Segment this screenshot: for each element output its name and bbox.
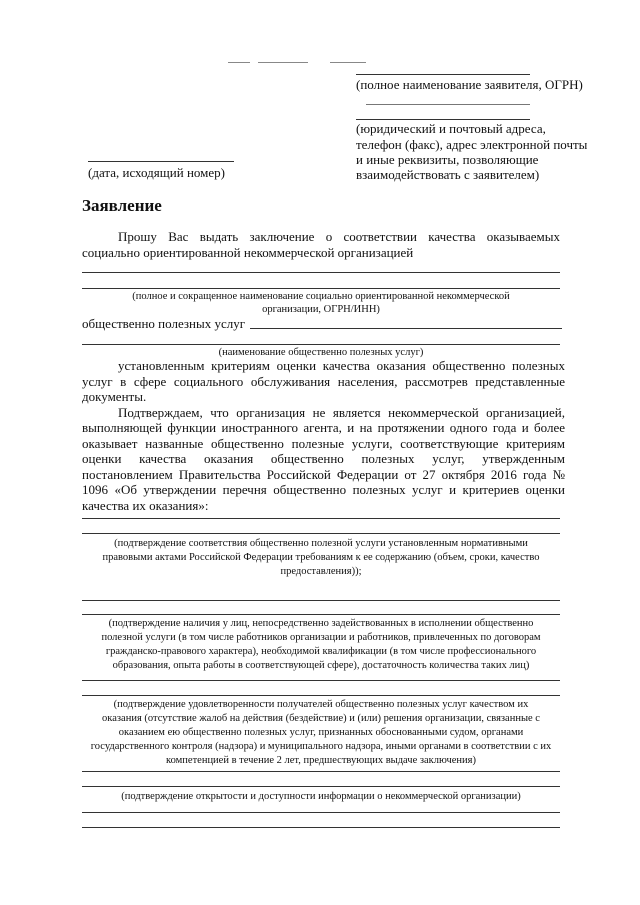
trailing-line-1 xyxy=(82,812,560,813)
scan-mark xyxy=(258,62,308,63)
block2-line-2 xyxy=(82,614,560,615)
caption1-line1: (подтверждение соответствия общественно полезной услуги установленным нормативными xyxy=(114,538,528,549)
caption3-line4: государственного контроля (надзора) и муниципального надзора, иными органами в соответствии с их xyxy=(90,741,552,752)
org-name-line-1 xyxy=(82,272,560,273)
date-caption: (дата, исходящий номер) xyxy=(88,165,225,180)
address-caption-1: (юридический и почтовый адреса, xyxy=(356,121,546,136)
services-label: общественно полезных услуг xyxy=(82,316,246,331)
org-name-line-2 xyxy=(82,288,560,289)
caption2-line3: гражданско-правового характера), необходимой квалификации (в том числе профессионального xyxy=(105,646,537,657)
block4-line-1 xyxy=(82,771,560,772)
scan-mark xyxy=(228,62,250,63)
caption1-line3: предоставления)); xyxy=(280,566,362,577)
services-line-2 xyxy=(82,344,560,345)
block4-line-2 xyxy=(82,786,560,787)
caption3-line1: (подтверждение удовлетворенности получателей общественно полезных услуг качеством их xyxy=(113,699,529,710)
address-caption-2: телефон (факс), адрес электронной почты xyxy=(356,137,588,152)
trailing-line-2 xyxy=(82,827,560,828)
applicant-name-line xyxy=(356,74,530,75)
paragraph-confirmation: Подтверждаем, что организация не является некоммерческой организацией, выполняющей функции иностранного агента, и на протяжении одного года и более оказывает названные общественно полезные услуги, соответствующие критериям оценки качества оказания общественно полезных услуг, утвержденным постановлением Правительства Российской Федерации от 27 октября 2016 года № 1096 «Об утверждении перечня общественно полезных услуг и критериев оценки качества их оказания»: xyxy=(82,404,565,513)
block1-line-1 xyxy=(82,518,560,519)
address-caption-4: взаимодействовать с заявителем) xyxy=(356,167,540,182)
services-caption: (наименование общественно полезных услуг) xyxy=(218,347,424,358)
document-title: Заявление xyxy=(82,196,162,215)
caption2-line4: образования, опыта работы в соответствующей сфере), достаточность количества таких лиц) xyxy=(112,660,530,671)
applicant-extra-line xyxy=(366,104,530,105)
block1-line-2 xyxy=(82,533,560,534)
caption4: (подтверждение открытости и доступности информации о некоммерческой организации) xyxy=(121,791,521,802)
date-line xyxy=(88,161,234,162)
address-caption-3: и иные реквизиты, позволяющие xyxy=(356,152,539,167)
services-line-1 xyxy=(250,328,562,329)
caption3-line2: оказания (отсутствие жалоб на действия (бездействие) и (или) решения организации, связанные с xyxy=(102,713,540,724)
org-caption-2: организации, ОГРН/ИНН) xyxy=(262,304,380,315)
org-caption-1: (полное и сокращенное наименование социально ориентированной некоммерческой xyxy=(132,291,510,302)
caption3-line3: оказанием ею общественно полезных услуг, признанных обоснованными судом, органами xyxy=(118,727,524,738)
block2-line-1 xyxy=(82,600,560,601)
paragraph-criteria: установленным критериям оценки качества оказания общественно полезных услуг в сфере социального обслуживания населения, рассмотрев представленные документы. xyxy=(82,358,565,404)
intro-text: Прошу Вас выдать заключение о соответствии качества оказываемых социально ориентированной некоммерческой организацией xyxy=(82,229,560,260)
caption3-line5: компетенцией в течение 2 лет, предшествующих выдаче заключения) xyxy=(166,755,476,766)
address-line xyxy=(356,119,530,120)
scan-mark xyxy=(330,62,366,63)
caption2-line1: (подтверждение наличия у лиц, непосредственно задействованных в исполнении общественно xyxy=(108,618,534,629)
block3-line-1 xyxy=(82,680,560,681)
caption1-line2: правовыми актами Российской Федерации требованиям к ее содержанию (объем, сроки, качество xyxy=(102,552,540,563)
applicant-name-caption: (полное наименование заявителя, ОГРН) xyxy=(356,77,583,92)
caption2-line2: полезной услуги (в том числе работников организации и работников, привлеченных по договорам xyxy=(101,632,541,643)
block3-line-2 xyxy=(82,695,560,696)
intro-paragraph xyxy=(82,229,560,260)
body-paragraphs xyxy=(82,358,565,513)
